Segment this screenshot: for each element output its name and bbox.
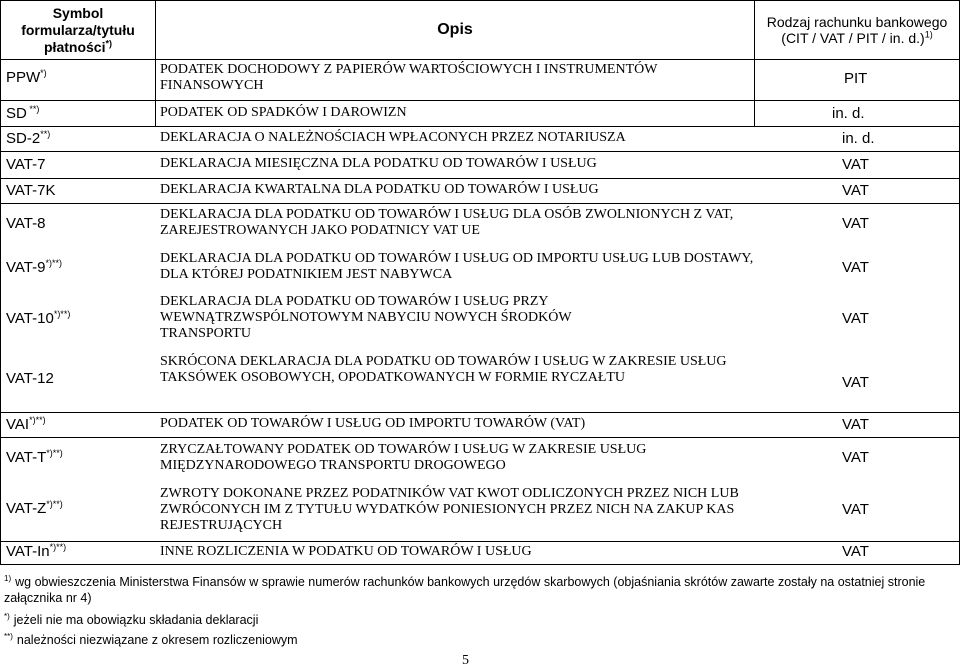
row-symbol: VAT-T*)**) [6,448,63,466]
table-row [0,178,960,203]
footnote [4,612,954,628]
header-symbol-line2: formularza/tytułu [21,21,135,38]
row-account-type: in. d. [832,105,865,122]
row-account-type: VAT [842,259,869,276]
row-account-type: VAT [842,543,869,560]
row-symbol: VAT-Z*)**) [6,499,63,517]
row-divider [0,126,960,127]
row-symbol: PPW*) [6,68,47,86]
header-account-line2: (CIT / VAT / PIT / in. d.) [781,30,925,46]
table-bottom-border [0,564,960,565]
table-row [0,60,960,100]
footnote-text: jeżeli nie ma obowiązku składania deklaracji [13,613,259,627]
table-row [0,350,960,412]
row-symbol: VAT-9*)**) [6,258,62,276]
footnote-mark: **) [4,631,13,641]
page-number: 5 [462,653,469,668]
footnote-text: należności niezwiązane z okresem rozliczeniowym [16,633,298,647]
table-row [0,203,960,247]
row-divider [0,151,960,152]
table-row [0,100,960,126]
row-account-type: in. d. [842,130,875,147]
row-account-type: VAT [842,416,869,433]
row-divider [0,541,960,542]
header-symbol-line1: Symbol [52,4,104,21]
row-symbol: VAT-12 [6,370,54,387]
header-account-column [754,0,960,60]
row-account-type: PIT [844,70,868,87]
table-row [0,437,960,481]
footnote [4,632,954,648]
footnote [4,574,954,606]
row-symbol: VAT-8 [6,215,46,232]
column-divider [155,60,156,126]
row-account-type: VAT [842,449,869,466]
header-description-label: Opis [437,21,473,38]
row-account-type: VAT [842,374,869,391]
row-description: SKRÓCONA DEKLARACJA DLA PODATKU OD TOWARÓW I USŁUG W ZAKRESIE USŁUG TAKSÓWEK OSOBOWYCH, OPODATKOWANYCH W FORMIE RYCZAŁTU [160,354,727,385]
row-divider [0,412,960,413]
table-row [0,290,960,350]
row-divider [0,437,960,438]
row-symbol: VAI*)**) [6,415,46,433]
row-description: DEKLARACJA DLA PODATKU OD TOWARÓW I USŁUG OD IMPORTU USŁUG LUB DOSTAWY, DLA KTÓREJ PODATNIKIEM JEST NABYWCA [160,251,754,282]
row-description: PODATEK OD SPADKÓW I DAROWIZN [160,105,407,120]
table-row [0,126,960,151]
row-divider [0,178,960,179]
header-symbol-line3: płatności [44,38,106,55]
row-description: DEKLARACJA DLA PODATKU OD TOWARÓW I USŁUG PRZY WEWNĄTRZWSPÓLNOTOWYM NABYCIU NOWYCH ŚRODKÓW TRANSPORTU [160,294,572,341]
row-symbol: VAT-7K [6,182,56,199]
table-row [0,151,960,178]
row-description: DEKLARACJA DLA PODATKU OD TOWARÓW I USŁUG DLA OSÓB ZWOLNIONYCH Z VAT, ZAREJESTROWANYCH JAKO PODATNICY VAT UE [160,207,734,238]
row-account-type: VAT [842,215,869,232]
row-description: ZWROTY DOKONANE PRZEZ PODATNIKÓW VAT KWOT ODLICZONYCH PRZEZ NICH LUB ZWRÓCONYCH IM Z TYTUŁU WYDATKÓW PONIESIONYCH PRZEZ NICH NA ZAKUP KAS REJESTRUJĄCYCH [160,486,739,533]
header-symbol-column [0,0,156,60]
header-description-column [155,0,755,60]
row-symbol: SD-2**) [6,129,51,147]
row-description: DEKLARACJA KWARTALNA DLA PODATKU OD TOWARÓW I USŁUG [160,182,599,197]
table-row [0,541,960,564]
footnote-text: wg obwieszczenia Ministerstwa Finansów w sprawie numerów rachunków bankowych urzędów skarbowych (objaśniania skrótów zawarte zostały na ostatniej stronie załącznika nr 4) [4,575,926,605]
row-account-type: VAT [842,156,869,173]
row-description: DEKLARACJA MIESIĘCZNA DLA PODATKU OD TOWARÓW I USŁUG [160,156,597,171]
row-description: DEKLARACJA O NALEŻNOŚCIACH WPŁACONYCH PRZEZ NOTARIUSZA [160,130,626,145]
row-symbol: VAT-10*)**) [6,309,71,327]
footnote-mark: 1) [4,573,12,583]
row-symbol: SD **) [6,104,40,122]
row-symbol: VAT-In*)**) [6,542,67,560]
row-description: ZRYCZAŁTOWANY PODATEK OD TOWARÓW I USŁUG W ZAKRESIE USŁUG MIĘDZYNARODOWEGO TRANSPORTU DROGOWEGO [160,442,647,473]
row-account-type: VAT [842,310,869,327]
column-divider [754,60,755,126]
table-row [0,481,960,541]
row-account-type: VAT [842,501,869,518]
footnote-mark: *) [4,611,10,621]
row-description: PODATEK DOCHODOWY Z PAPIERÓW WARTOŚCIOWYCH I INSTRUMENTÓW FINANSOWYCH [160,62,658,93]
row-divider [0,203,960,204]
row-divider [0,100,960,101]
header-symbol-mark: *) [105,37,112,48]
header-account-mark: 1) [924,29,933,40]
row-symbol: VAT-7 [6,156,46,173]
header-account-line1: Rodzaj rachunku bankowego [766,14,948,30]
row-description: INNE ROZLICZENIA W PODATKU OD TOWARÓW I USŁUG [160,544,532,559]
table-row [0,412,960,437]
row-account-type: VAT [842,182,869,199]
table-left-border [0,60,1,564]
row-description: PODATEK OD TOWARÓW I USŁUG OD IMPORTU TOWARÓW (VAT) [160,416,586,431]
table-row [0,247,960,290]
